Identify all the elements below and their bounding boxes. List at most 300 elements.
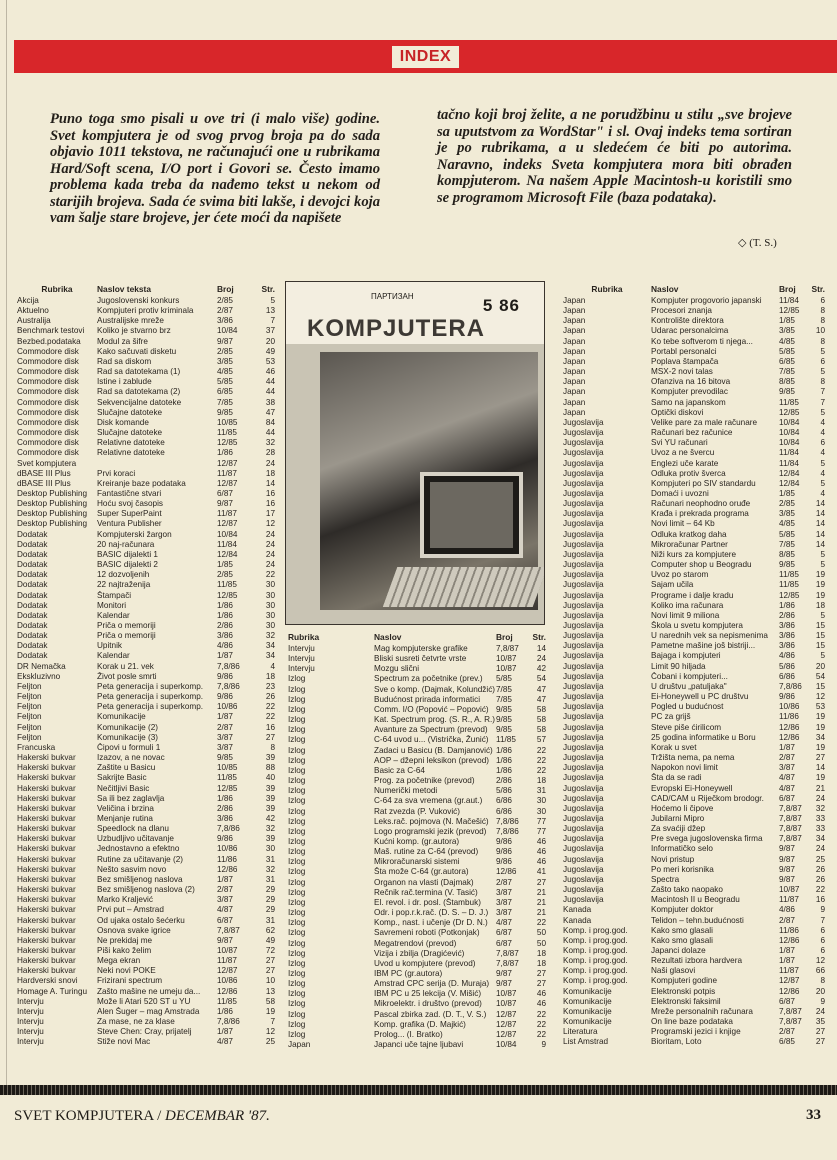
str-cell: 22 bbox=[536, 1009, 546, 1019]
index-row bbox=[17, 855, 275, 865]
str-cell: 4 bbox=[820, 468, 825, 478]
index-row bbox=[563, 357, 825, 367]
rubrika-cell: Jugoslavija bbox=[563, 702, 604, 712]
naslov-cell: Neki novi POKE bbox=[97, 966, 156, 976]
index-row bbox=[17, 875, 275, 885]
naslov-cell: Za mase, ne za klase bbox=[97, 1017, 175, 1027]
rubrika-cell: Hakerski bukvar bbox=[17, 956, 76, 966]
str-cell: 39 bbox=[265, 753, 275, 763]
index-row bbox=[17, 621, 275, 631]
rubrika-cell: Jugoslavija bbox=[563, 570, 604, 580]
rubrika-cell: Izlog bbox=[288, 715, 306, 725]
index-row bbox=[563, 580, 825, 590]
rubrika-cell: Dodatak bbox=[17, 539, 48, 549]
rubrika-cell: Commodore disk bbox=[17, 428, 79, 438]
str-cell: 14 bbox=[815, 499, 825, 509]
rubrika-cell: Hakerski bukvar bbox=[17, 864, 76, 874]
rubrika-cell: Japan bbox=[563, 367, 586, 377]
rubrika-cell: Jugoslavija bbox=[563, 813, 604, 823]
index-row bbox=[563, 316, 825, 326]
naslov-cell bbox=[97, 459, 217, 469]
rubrika-cell: Jugoslavija bbox=[563, 763, 604, 773]
broj-cell: 7,8/86 bbox=[217, 824, 240, 834]
broj-cell: 2/86 bbox=[496, 776, 512, 786]
str-cell: 19 bbox=[815, 580, 825, 590]
naslov-cell: Novi limit – 64 Kb bbox=[651, 519, 715, 529]
index-row bbox=[17, 448, 275, 458]
str-cell: 6 bbox=[820, 438, 825, 448]
index-row bbox=[563, 1037, 825, 1047]
str-cell: 4 bbox=[820, 417, 825, 427]
index-row bbox=[17, 601, 275, 611]
str-cell: 7 bbox=[270, 1017, 275, 1027]
naslov-cell: Ko tebe softverom ti njega... bbox=[651, 336, 753, 346]
str-cell: 62 bbox=[265, 925, 275, 935]
str-cell: 27 bbox=[815, 1037, 825, 1047]
index-row bbox=[288, 1020, 546, 1030]
naslov-cell: Kompjuter progovorio japanski bbox=[651, 296, 762, 305]
rubrika-cell: Desktop Publishing bbox=[17, 509, 88, 519]
index-row bbox=[288, 766, 546, 776]
rubrika-cell: Jugoslavija bbox=[563, 742, 604, 752]
rubrika-cell: Hakerski bukvar bbox=[17, 753, 76, 763]
naslov-cell: Priča o memoriji bbox=[97, 631, 156, 641]
broj-cell: 7/85 bbox=[217, 397, 233, 407]
naslov-cell: U narednih vek sa nepismenima bbox=[651, 631, 768, 641]
index-row bbox=[563, 702, 825, 712]
rubrika-cell: Intervju bbox=[17, 1027, 44, 1037]
str-cell: 19 bbox=[815, 590, 825, 600]
naslov-cell: Portabl personalci bbox=[651, 346, 717, 356]
broj-cell: 9/86 bbox=[496, 857, 512, 867]
index-row bbox=[563, 570, 825, 580]
broj-cell: 4/86 bbox=[779, 905, 795, 915]
col-header-broj: Broj bbox=[779, 283, 796, 294]
index-row bbox=[563, 844, 825, 854]
naslov-cell: Hoćemo li čipove bbox=[651, 803, 714, 813]
str-cell: 5 bbox=[820, 346, 825, 356]
rubrika-cell: Jugoslavija bbox=[563, 468, 604, 478]
broj-cell: 9/86 bbox=[217, 834, 233, 844]
naslov-cell: Comm. I/O (Popović – Popović) bbox=[374, 704, 489, 714]
str-cell: 23 bbox=[265, 681, 275, 691]
broj-cell: 12/86 bbox=[779, 986, 800, 996]
str-cell: 32 bbox=[265, 631, 275, 641]
index-row bbox=[563, 834, 825, 844]
rubrika-cell: Izlog bbox=[288, 958, 306, 968]
rubrika-cell: Hakerski bukvar bbox=[17, 834, 76, 844]
str-cell: 7 bbox=[820, 387, 825, 397]
index-row bbox=[563, 763, 825, 773]
naslov-cell: Peta generacija i superkomp. bbox=[97, 702, 204, 712]
naslov-cell: Rezultati izbora hardvera bbox=[651, 956, 743, 966]
rubrika-cell: Hakerski bukvar bbox=[17, 946, 76, 955]
broj-cell: 2/86 bbox=[217, 803, 233, 813]
naslov-cell: Monitori bbox=[97, 600, 127, 610]
rubrika-cell: Komp. i prog.god. bbox=[563, 976, 628, 986]
naslov-cell: Škola u svetu kompjutera bbox=[651, 621, 743, 630]
str-cell: 9 bbox=[541, 1040, 546, 1050]
broj-cell: 9/87 bbox=[217, 935, 233, 945]
broj-cell: 1/87 bbox=[779, 742, 795, 752]
index-row bbox=[17, 337, 275, 347]
str-cell: 33 bbox=[815, 824, 825, 834]
naslov-cell: AOP – džepni leksikon (prevod) bbox=[374, 755, 489, 765]
index-row bbox=[563, 651, 825, 661]
broj-cell: 11/87 bbox=[779, 895, 799, 905]
broj-cell: 11/85 bbox=[217, 428, 237, 438]
rubrika-cell: Jugoslavija bbox=[563, 844, 604, 854]
broj-cell: 12/85 bbox=[779, 407, 800, 417]
str-cell: 27 bbox=[815, 1027, 825, 1037]
index-row bbox=[288, 674, 546, 684]
rubrika-cell: Jugoslavija bbox=[563, 590, 604, 600]
broj-cell: 9/85 bbox=[217, 407, 233, 417]
str-cell: 28 bbox=[265, 448, 275, 458]
rubrika-cell: Japan bbox=[563, 397, 586, 407]
str-cell: 49 bbox=[265, 935, 275, 945]
rubrika-cell: Japan bbox=[563, 326, 586, 336]
index-table-middle bbox=[288, 631, 546, 1050]
str-cell: 18 bbox=[536, 776, 546, 786]
rubrika-cell: Jugoslavija bbox=[563, 732, 604, 742]
broj-cell: 5/85 bbox=[496, 674, 512, 684]
rubrika-cell: Hakerski bukvar bbox=[17, 793, 76, 803]
index-row bbox=[563, 560, 825, 570]
naslov-cell: Zaštite u Basicu bbox=[97, 763, 156, 773]
index-row bbox=[563, 773, 825, 783]
naslov-cell: Odluka kratkog daha bbox=[651, 529, 727, 539]
broj-cell: 4/87 bbox=[779, 773, 795, 783]
str-cell: 4 bbox=[820, 488, 825, 498]
broj-cell: 11/85 bbox=[217, 580, 237, 590]
naslov-cell: Bajaga i kompjuteri bbox=[651, 651, 721, 661]
rubrika-cell: Japan bbox=[563, 356, 586, 366]
index-row bbox=[17, 377, 275, 387]
str-cell: 22 bbox=[536, 1019, 546, 1029]
str-cell: 34 bbox=[815, 834, 825, 844]
str-cell: 14 bbox=[265, 478, 275, 488]
naslov-cell: Izazov, a ne novac bbox=[97, 753, 165, 763]
str-cell: 20 bbox=[815, 661, 825, 671]
str-cell: 15 bbox=[815, 641, 825, 651]
rubrika-cell: Jugoslavija bbox=[563, 854, 604, 864]
naslov-cell: Uvod u kompjutere (prevod) bbox=[374, 958, 476, 968]
broj-cell: 12/87 bbox=[496, 1009, 517, 1019]
rubrika-cell: Jugoslavija bbox=[563, 417, 604, 427]
rubrika-cell: Desktop Publishing bbox=[17, 499, 88, 509]
rubrika-cell: Feljton bbox=[17, 722, 42, 732]
index-row bbox=[563, 306, 825, 316]
rubrika-cell: Hardverski snovi bbox=[17, 976, 78, 986]
rubrika-cell: Izlog bbox=[288, 725, 306, 735]
index-row bbox=[17, 956, 275, 966]
naslov-cell: Kompjuter prevodilac bbox=[651, 387, 728, 397]
index-row bbox=[563, 672, 825, 682]
naslov-cell: Komp., nast. i učenje (Dr D. N.) bbox=[374, 918, 488, 928]
intro-text-left: Puno toga smo pisali u ove tri (i malo više) godine. Svet kompjutera je od svog prvog broja pa do sada objavio 1011 tekstova, ne računajući one u rubrikama Hard/Soft scena, I/O port i Govori se. Često imamo problema kada treba da nađemo tekst u nekom od starijih brojeva. Sada će svima biti lakše, i devojci koja vam šalje stare brojeve, jer ćete moći da napišete bbox=[50, 111, 380, 226]
str-cell: 4 bbox=[820, 448, 825, 458]
index-row bbox=[563, 1017, 825, 1027]
rubrika-cell: Izlog bbox=[288, 755, 306, 765]
broj-cell: 7,8/86 bbox=[217, 1017, 240, 1027]
broj-cell: 6/85 bbox=[217, 387, 233, 397]
broj-cell: 11/84 bbox=[779, 296, 799, 305]
broj-cell: 3/87 bbox=[496, 908, 512, 918]
str-cell: 12 bbox=[265, 1027, 275, 1037]
rubrika-cell: Jugoslavija bbox=[563, 641, 604, 651]
broj-cell: 8/85 bbox=[779, 549, 795, 559]
naslov-cell: Rad sa diskom bbox=[97, 356, 152, 366]
index-row bbox=[17, 316, 275, 326]
index-row bbox=[17, 1027, 275, 1037]
str-cell: 42 bbox=[536, 664, 546, 674]
naslov-cell: Za svaćiji džep bbox=[651, 824, 706, 834]
str-cell: 27 bbox=[815, 753, 825, 763]
index-row bbox=[288, 867, 546, 877]
naslov-cell: Japanci dolaze bbox=[651, 946, 706, 955]
str-cell: 5 bbox=[820, 367, 825, 377]
rubrika-cell: Feljton bbox=[17, 692, 42, 702]
str-cell: 20 bbox=[265, 336, 275, 346]
broj-cell: 12/84 bbox=[779, 478, 800, 488]
str-cell: 46 bbox=[536, 836, 546, 846]
naslov-cell: Kako smo glasali bbox=[651, 925, 713, 935]
rubrika-cell: Jugoslavija bbox=[563, 509, 604, 519]
naslov-cell: Bez smišljenog naslova (2) bbox=[97, 885, 195, 895]
naslov-cell: Japanci uče tajne ljubavi bbox=[374, 1040, 464, 1050]
rubrika-cell: Izlog bbox=[288, 826, 306, 836]
index-row bbox=[563, 448, 825, 458]
col-header-broj: Broj bbox=[217, 283, 234, 294]
naslov-cell: Velike pare za male računare bbox=[651, 417, 758, 427]
rubrika-cell: Intervju bbox=[17, 1017, 44, 1027]
index-row bbox=[17, 408, 275, 418]
broj-cell: 1/87 bbox=[779, 946, 795, 955]
str-cell: 30 bbox=[536, 796, 546, 806]
str-cell: 32 bbox=[815, 803, 825, 813]
index-row bbox=[17, 804, 275, 814]
broj-cell: 5/85 bbox=[779, 346, 795, 356]
broj-cell: 1/86 bbox=[217, 448, 233, 458]
rubrika-cell: Commodore disk bbox=[17, 417, 79, 427]
str-cell: 44 bbox=[265, 387, 275, 397]
str-cell: 27 bbox=[536, 969, 546, 978]
cover-masthead bbox=[286, 282, 544, 344]
str-cell: 19 bbox=[815, 722, 825, 732]
str-cell: 27 bbox=[265, 956, 275, 966]
str-cell: 16 bbox=[265, 722, 275, 732]
str-cell: 7 bbox=[270, 316, 275, 326]
broj-cell: 10/86 bbox=[217, 844, 238, 854]
naslov-cell: U društvu „patuljaka" bbox=[651, 681, 727, 691]
index-row bbox=[288, 705, 546, 715]
index-row bbox=[563, 865, 825, 875]
broj-cell: 7/85 bbox=[779, 367, 795, 377]
broj-cell: 2/86 bbox=[217, 621, 233, 630]
index-row bbox=[563, 387, 825, 397]
rubrika-cell: Benchmark testovi bbox=[17, 326, 85, 336]
broj-cell: 11/85 bbox=[217, 996, 237, 1006]
index-row bbox=[17, 459, 275, 469]
naslov-cell: Udarac personalcima bbox=[651, 326, 729, 336]
broj-cell: 11/86 bbox=[779, 712, 799, 722]
str-cell: 44 bbox=[265, 428, 275, 438]
naslov-cell: Kalendar bbox=[97, 651, 130, 661]
index-row bbox=[563, 905, 825, 915]
naslov-cell: Kompjuterski žargon bbox=[97, 529, 172, 539]
str-cell: 15 bbox=[815, 681, 825, 691]
rubrika-cell: Dodatak bbox=[17, 651, 48, 661]
naslov-cell: Kat. Spectrum prog. (S. R., A. R.) bbox=[374, 715, 496, 725]
naslov-cell: Mreže personalnih računara bbox=[651, 1006, 753, 1016]
rubrika-cell: List Amstrad bbox=[563, 1037, 609, 1047]
index-row bbox=[17, 865, 275, 875]
str-cell: 29 bbox=[265, 905, 275, 915]
rubrika-cell: Hakerski bukvar bbox=[17, 813, 76, 823]
naslov-cell: Organon na vlasti (Dajmak) bbox=[374, 877, 474, 887]
broj-cell: 2/87 bbox=[217, 306, 233, 316]
col-header-str: Str. bbox=[261, 283, 275, 294]
index-row bbox=[17, 560, 275, 570]
str-cell: 72 bbox=[265, 946, 275, 955]
rubrika-cell: Izlog bbox=[288, 694, 306, 704]
rubrika-cell: Dodatak bbox=[17, 621, 48, 630]
rubrika-cell: Jugoslavija bbox=[563, 824, 604, 834]
broj-cell: 10/84 bbox=[779, 438, 800, 448]
str-cell: 77 bbox=[536, 816, 546, 826]
rubrika-cell: Intervju bbox=[17, 996, 44, 1006]
naslov-cell: Informatičko selo bbox=[651, 844, 713, 854]
index-row bbox=[17, 611, 275, 621]
naslov-cell: Novi pristup bbox=[651, 854, 695, 864]
index-row bbox=[288, 715, 546, 725]
naslov-cell: Pascal zbirka zad. (D. T., V. S.) bbox=[374, 1009, 487, 1019]
str-cell: 49 bbox=[265, 346, 275, 356]
index-row bbox=[288, 735, 546, 745]
rubrika-cell: Komunikacije bbox=[563, 986, 612, 996]
str-cell: 16 bbox=[265, 488, 275, 498]
index-table-right bbox=[563, 283, 825, 1048]
rubrika-cell: Jugoslavija bbox=[563, 438, 604, 448]
index-row bbox=[563, 540, 825, 550]
naslov-cell: Svi YU računari bbox=[651, 438, 708, 448]
naslov-cell: Veličina i brzina bbox=[97, 803, 154, 813]
index-row bbox=[288, 908, 546, 918]
broj-cell: 9/86 bbox=[217, 692, 233, 702]
str-cell: 77 bbox=[536, 826, 546, 836]
index-row bbox=[563, 418, 825, 428]
naslov-cell: Uvoz po starom bbox=[651, 570, 709, 580]
naslov-cell: Mega ekran bbox=[97, 956, 141, 966]
rubrika-cell: Izlog bbox=[288, 877, 306, 887]
broj-cell: 10/87 bbox=[217, 946, 238, 955]
broj-cell: 12/85 bbox=[779, 590, 800, 600]
naslov-cell: Bliski susreti četvrte vrste bbox=[374, 654, 467, 664]
naslov-cell: Limit 90 hiljada bbox=[651, 661, 706, 671]
naslov-cell: Samo na japanskom bbox=[651, 397, 726, 407]
broj-cell: 10/87 bbox=[779, 885, 800, 895]
broj-cell: 4/85 bbox=[779, 336, 795, 346]
naslov-cell: Macintosh II u Beogradu bbox=[651, 895, 740, 905]
broj-cell: 7,8/87 bbox=[217, 925, 240, 935]
str-cell: 24 bbox=[265, 539, 275, 549]
naslov-cell: El. revol. i dr. posl. (Štambuk) bbox=[374, 897, 481, 907]
str-cell: 16 bbox=[815, 895, 825, 905]
broj-cell: 2/87 bbox=[217, 722, 233, 732]
rubrika-cell: Jugoslavija bbox=[563, 661, 604, 671]
index-row bbox=[17, 641, 275, 651]
index-row bbox=[563, 966, 825, 976]
index-row bbox=[563, 326, 825, 336]
str-cell: 20 bbox=[815, 986, 825, 996]
str-cell: 8 bbox=[820, 336, 825, 346]
index-row bbox=[17, 946, 275, 956]
broj-cell: 9/87 bbox=[496, 969, 512, 978]
rubrika-cell: Jugoslavija bbox=[563, 864, 604, 874]
index-row bbox=[17, 743, 275, 753]
rubrika-cell: Jugoslavija bbox=[563, 803, 604, 813]
index-row bbox=[563, 712, 825, 722]
broj-cell: 12/86 bbox=[217, 864, 238, 874]
str-cell: 29 bbox=[265, 885, 275, 895]
naslov-cell: Megatrendovi (prevod) bbox=[374, 938, 457, 948]
index-row bbox=[288, 928, 546, 938]
index-row bbox=[563, 743, 825, 753]
str-cell: 84 bbox=[265, 417, 275, 427]
broj-cell: 3/86 bbox=[779, 641, 795, 651]
rubrika-cell: Dodatak bbox=[17, 631, 48, 641]
index-row bbox=[17, 519, 275, 529]
rubrika-cell: Jugoslavija bbox=[563, 448, 604, 458]
rubrika-cell: Hakerski bukvar bbox=[17, 763, 76, 773]
index-row bbox=[17, 834, 275, 844]
str-cell: 22 bbox=[815, 885, 825, 895]
broj-cell: 3/85 bbox=[779, 509, 795, 519]
naslov-cell: Ofanziva na 16 bitova bbox=[651, 377, 731, 387]
index-row bbox=[17, 966, 275, 976]
rubrika-cell: Commodore disk bbox=[17, 397, 79, 407]
str-cell: 8 bbox=[820, 316, 825, 326]
str-cell: 5 bbox=[820, 478, 825, 488]
index-row bbox=[17, 692, 275, 702]
index-row bbox=[563, 682, 825, 692]
str-cell: 10 bbox=[265, 976, 275, 986]
broj-cell: 12/87 bbox=[779, 976, 800, 986]
index-row bbox=[17, 479, 275, 489]
index-row bbox=[17, 651, 275, 661]
naslov-cell: Sakrijte Basic bbox=[97, 773, 147, 783]
naslov-cell: 25 godina informatike u Boru bbox=[651, 732, 756, 742]
broj-cell: 4/87 bbox=[496, 918, 512, 928]
str-cell: 25 bbox=[815, 854, 825, 864]
index-row bbox=[563, 469, 825, 479]
rubrika-cell: Jugoslavija bbox=[563, 529, 604, 539]
broj-cell: 7,8/86 bbox=[217, 661, 240, 671]
str-cell: 15 bbox=[815, 631, 825, 641]
footer-magazine-title bbox=[14, 1108, 270, 1125]
str-cell: 6 bbox=[820, 356, 825, 366]
naslov-cell: Računari bez računice bbox=[651, 428, 733, 438]
index-row bbox=[563, 621, 825, 631]
broj-cell: 1/87 bbox=[779, 956, 795, 966]
naslov-cell: Spectrum za početnike (prev.) bbox=[374, 674, 483, 684]
index-row bbox=[288, 949, 546, 959]
rubrika-cell: Dodatak bbox=[17, 549, 48, 559]
str-cell: 38 bbox=[265, 397, 275, 407]
str-cell: 53 bbox=[815, 702, 825, 712]
rubrika-cell: Komp. i prog.god. bbox=[563, 956, 628, 966]
